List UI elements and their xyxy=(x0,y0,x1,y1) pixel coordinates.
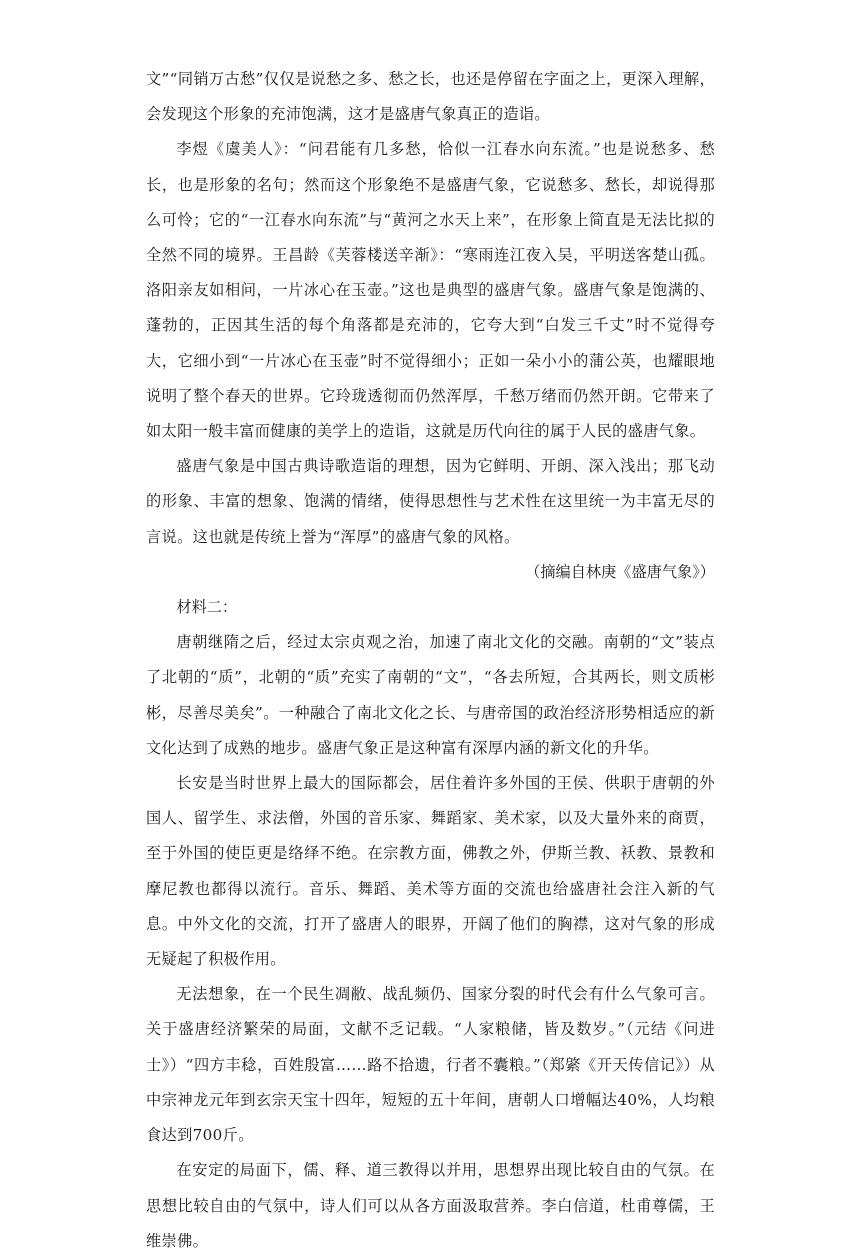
paragraph-continuation: 文”“同销万古愁”仅仅是说愁之多、愁之长，也还是停留在字面之上，更深入理解，会发现这个形象的充沛饱满，这才是盛唐气象真正的造诣。 xyxy=(146,70,715,124)
paragraph-tang-culture: 唐朝继隋之后，经过太宗贞观之治，加速了南北文化的交融。南朝的“文”装点了北朝的“质”，北朝的“质”充实了南朝的“文”，“各去所短，合其两长，则文质彬彬，尽善尽美矣”。一种融合了南北文化之长、与唐帝国的政治经济形势相适应的新文化达到了成熟的地步。盛唐气象正是这种富有深厚内涵的新文化的升华。 xyxy=(146,633,715,757)
paragraph-ideal: 盛唐气象是中国古典诗歌造诣的理想，因为它鲜明、开朗、深入浅出；那飞动的形象、丰富的想象、饱满的情绪，使得思想性与艺术性在这里统一为丰富无尽的言说。这也就是传统上誉为“浑厚”的盛唐气象的风格。 xyxy=(146,457,715,546)
material-two-heading: 材料二： xyxy=(176,598,238,617)
paragraph-li-yu: 李煜《虞美人》：“问君能有几多愁，恰似一江春水向东流。”也是说愁多、愁长，也是形象的名句；然而这个形象绝不是盛唐气象，它说愁多、愁长，却说得那么可怜；它的“一江春水向东流”与“黄河之水天上来”，在形象上简直是无法比拟的全然不同的境界。王昌龄《芙蓉楼送辛渐》：“寒雨连江夜入吴，平明送客楚山孤。洛阳亲友如相问，一片冰心在玉壶。”这也是典型的盛唐气象。盛唐气象是饱满的、蓬勃的，正因其生活的每个角落都是充沛的，它夸大到“白发三千丈”时不觉得夸大，它细小到“一片冰心在玉壶”时不觉得细小；正如一朵小小的蒲公英，也耀眼地说明了整个春天的世界。它玲珑透彻而仍然浑厚，千愁万绪而仍然开朗。它带来了如太阳一般丰富而健康的美学上的造诣，这就是历代向往的属于人民的盛唐气象。 xyxy=(146,140,715,441)
paragraph-thought: 在安定的局面下，儒、释、道三教得以并用，思想界出现比较自由的气氛。在思想比较自由的气氛中，诗人们可以从各方面汲取营养。李白信道，杜甫尊儒，王维崇佛。 xyxy=(146,1161,715,1250)
source-citation: （摘编自林庚《盛唐气象》） xyxy=(525,562,715,581)
paragraph-changan: 长安是当时世界上最大的国际都会，居住着许多外国的王侯、供职于唐朝的外国人、留学生、求法僧，外国的音乐家、舞蹈家、美术家，以及大量外来的商贾，至于外国的使臣更是络绎不绝。在宗教方面，佛教之外，伊斯兰教、袄教、景教和摩尼教也都得以流行。音乐、舞蹈、美术等方面的交流也给盛唐社会注入新的气息。中外文化的交流，打开了盛唐人的眼界，开阔了他们的胸襟，这对气象的形成无疑起了积极作用。 xyxy=(146,774,715,969)
paragraph-economy: 无法想象，在一个民生凋敝、战乱频仍、国家分裂的时代会有什么气象可言。关于盛唐经济繁荣的局面，文献不乏记载。“人家粮储，皆及数岁。”（元结《问进士》）“四方丰稔，百姓殷富……路不拾遗，行者不囊粮。”（郑綮《开天传信记》）从中宗神龙元年到玄宗天宝十四年，短短的五十年间，唐朝人口增幅达40%，人均粮食达到700斤。 xyxy=(146,985,715,1145)
